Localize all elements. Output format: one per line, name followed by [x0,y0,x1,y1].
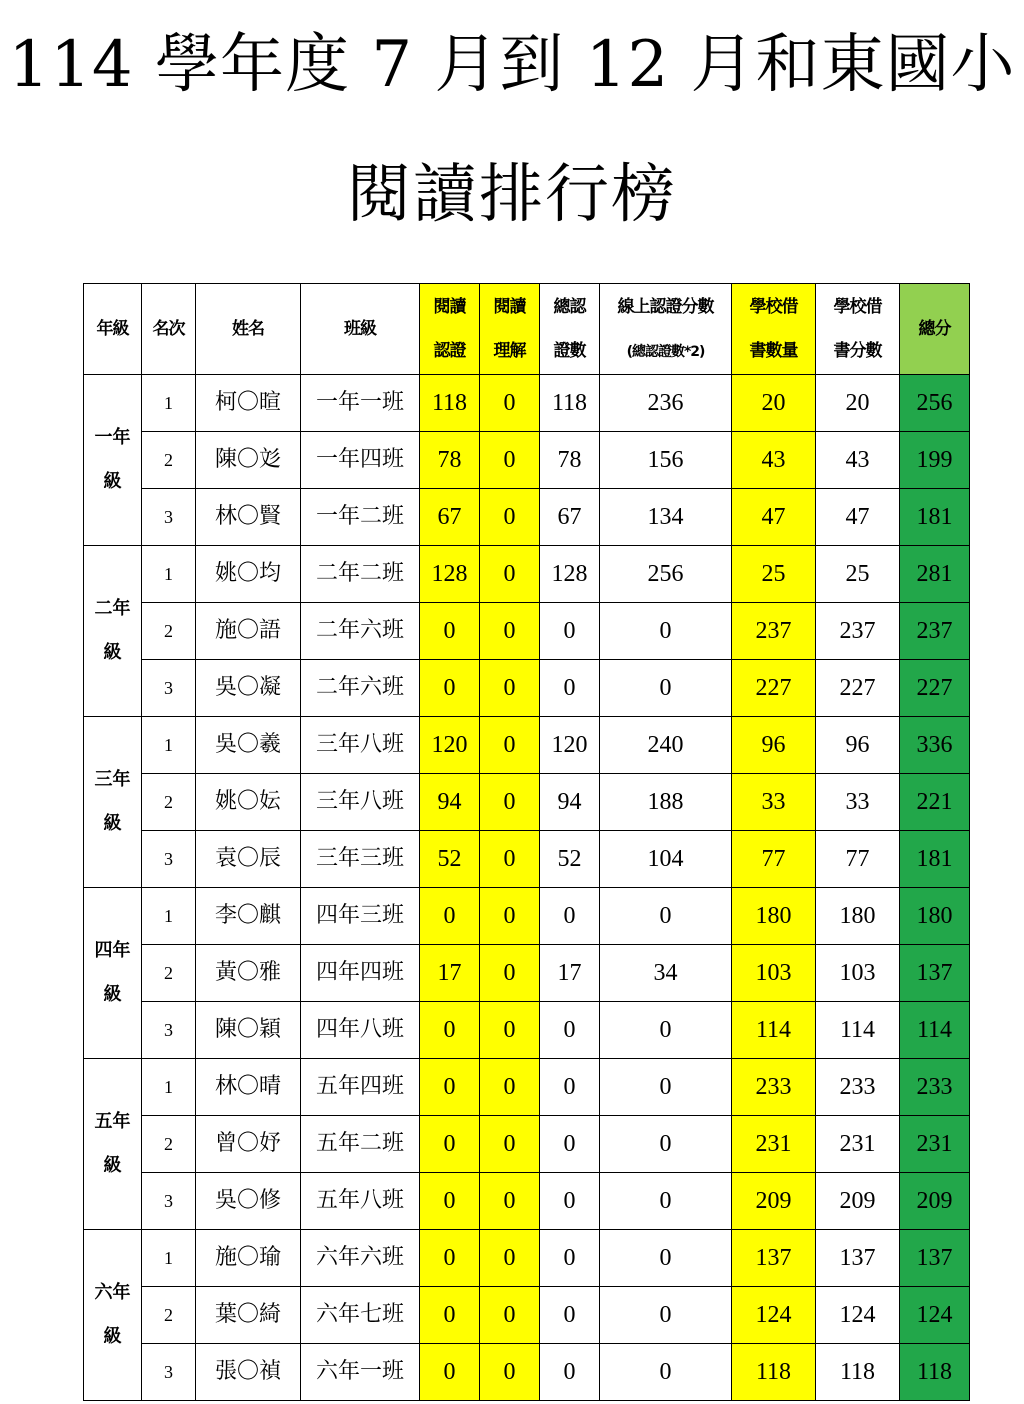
class-cell: 二年二班 [301,546,420,603]
reading-comp-cell: 0 [480,1287,540,1344]
total-cert-cell: 67 [540,489,600,546]
table-row [84,375,970,432]
total-score-cell: 181 [900,831,970,888]
class-cell: 二年六班 [301,660,420,717]
total-score-cell: 231 [900,1116,970,1173]
online-score-cell: 0 [600,660,732,717]
total-cert-cell: 94 [540,774,600,831]
reading-cert-cell: 0 [420,1002,480,1059]
table-row [84,1116,970,1173]
class-cell: 四年八班 [301,1002,420,1059]
rank-cell: 3 [142,660,196,717]
table-row [84,1287,970,1344]
table-row [84,489,970,546]
borrow-count-cell: 77 [732,831,816,888]
header-rank: 名次 [142,284,196,375]
grade-label: 四年 級 [84,888,142,1059]
student-name-cell: 姚〇妘 [196,774,301,831]
table-row [84,1230,970,1287]
rank-cell: 3 [142,1344,196,1401]
reading-comp-cell: 0 [480,1002,540,1059]
online-score-cell: 188 [600,774,732,831]
online-score-cell: 104 [600,831,732,888]
borrow-score-cell: 103 [816,945,900,1002]
total-score-cell: 181 [900,489,970,546]
header-reading-comp: 閱讀 理解 [480,284,540,375]
total-score-cell: 237 [900,603,970,660]
total-cert-cell: 78 [540,432,600,489]
borrow-count-cell: 43 [732,432,816,489]
reading-cert-cell: 118 [420,375,480,432]
borrow-score-cell: 231 [816,1116,900,1173]
class-cell: 一年四班 [301,432,420,489]
header-borrow-count: 學校借 書數量 [732,284,816,375]
header-grade: 年級 [84,284,142,375]
borrow-count-cell: 103 [732,945,816,1002]
rank-cell: 3 [142,489,196,546]
online-score-cell: 34 [600,945,732,1002]
borrow-score-cell: 137 [816,1230,900,1287]
total-cert-cell: 0 [540,1173,600,1230]
borrow-count-cell: 114 [732,1002,816,1059]
reading-comp-cell: 0 [480,888,540,945]
table-row [84,1059,970,1116]
total-score-cell: 336 [900,717,970,774]
reading-comp-cell: 0 [480,546,540,603]
reading-comp-cell: 0 [480,375,540,432]
header-total-cert: 總認 證數 [540,284,600,375]
total-cert-cell: 0 [540,1344,600,1401]
student-name-cell: 黃〇雅 [196,945,301,1002]
student-name-cell: 施〇語 [196,603,301,660]
reading-comp-cell: 0 [480,660,540,717]
reading-cert-cell: 120 [420,717,480,774]
table-row [84,888,970,945]
grade-label: 一年 級 [84,375,142,546]
rank-cell: 1 [142,1059,196,1116]
borrow-score-cell: 20 [816,375,900,432]
borrow-count-cell: 25 [732,546,816,603]
total-score-cell: 180 [900,888,970,945]
student-name-cell: 張〇禎 [196,1344,301,1401]
student-name-cell: 姚〇均 [196,546,301,603]
borrow-count-cell: 209 [732,1173,816,1230]
reading-cert-cell: 128 [420,546,480,603]
rank-cell: 2 [142,774,196,831]
total-score-cell: 124 [900,1287,970,1344]
total-cert-cell: 0 [540,660,600,717]
online-score-cell: 0 [600,1173,732,1230]
rank-cell: 1 [142,1230,196,1287]
table-row [84,1344,970,1401]
student-name-cell: 陳〇穎 [196,1002,301,1059]
student-name-cell: 林〇賢 [196,489,301,546]
borrow-score-cell: 118 [816,1344,900,1401]
borrow-score-cell: 180 [816,888,900,945]
total-score-cell: 221 [900,774,970,831]
student-name-cell: 陳〇彣 [196,432,301,489]
reading-comp-cell: 0 [480,432,540,489]
total-cert-cell: 0 [540,1230,600,1287]
borrow-score-cell: 33 [816,774,900,831]
class-cell: 四年三班 [301,888,420,945]
class-cell: 四年四班 [301,945,420,1002]
online-score-cell: 134 [600,489,732,546]
rank-cell: 1 [142,375,196,432]
rank-cell: 2 [142,1287,196,1344]
student-name-cell: 施〇瑜 [196,1230,301,1287]
page-subtitle: 閱讀排行榜 [347,158,677,232]
student-name-cell: 曾〇妤 [196,1116,301,1173]
rank-cell: 2 [142,603,196,660]
reading-comp-cell: 0 [480,603,540,660]
student-name-cell: 吳〇凝 [196,660,301,717]
table-row [84,603,970,660]
total-cert-cell: 0 [540,1287,600,1344]
student-name-cell: 吳〇修 [196,1173,301,1230]
borrow-count-cell: 231 [732,1116,816,1173]
online-score-cell: 240 [600,717,732,774]
class-cell: 一年一班 [301,375,420,432]
reading-cert-cell: 0 [420,888,480,945]
reading-cert-cell: 0 [420,1059,480,1116]
class-cell: 六年一班 [301,1344,420,1401]
total-cert-cell: 0 [540,603,600,660]
total-score-cell: 118 [900,1344,970,1401]
borrow-score-cell: 124 [816,1287,900,1344]
table-row [84,432,970,489]
student-name-cell: 葉〇綺 [196,1287,301,1344]
reading-ranking-table [83,283,970,1401]
header-borrow-score: 學校借 書分數 [816,284,900,375]
rank-cell: 2 [142,1116,196,1173]
reading-comp-cell: 0 [480,1173,540,1230]
borrow-count-cell: 233 [732,1059,816,1116]
borrow-score-cell: 227 [816,660,900,717]
header-class: 班級 [301,284,420,375]
total-cert-cell: 0 [540,888,600,945]
rank-cell: 1 [142,888,196,945]
rank-cell: 3 [142,1002,196,1059]
borrow-count-cell: 47 [732,489,816,546]
reading-cert-cell: 94 [420,774,480,831]
rank-cell: 3 [142,831,196,888]
reading-comp-cell: 0 [480,717,540,774]
reading-cert-cell: 0 [420,1173,480,1230]
borrow-score-cell: 43 [816,432,900,489]
class-cell: 五年八班 [301,1173,420,1230]
borrow-score-cell: 25 [816,546,900,603]
online-score-cell: 256 [600,546,732,603]
reading-cert-cell: 0 [420,1287,480,1344]
rank-cell: 2 [142,945,196,1002]
table-row [84,831,970,888]
table-row [84,546,970,603]
rank-cell: 1 [142,717,196,774]
header-name: 姓名 [196,284,301,375]
borrow-score-cell: 77 [816,831,900,888]
class-cell: 五年四班 [301,1059,420,1116]
total-cert-cell: 52 [540,831,600,888]
total-score-cell: 114 [900,1002,970,1059]
reading-cert-cell: 17 [420,945,480,1002]
online-score-cell: 0 [600,603,732,660]
borrow-score-cell: 209 [816,1173,900,1230]
reading-cert-cell: 0 [420,1116,480,1173]
table-header-row [84,284,970,375]
total-cert-cell: 0 [540,1002,600,1059]
total-cert-cell: 17 [540,945,600,1002]
table-row [84,717,970,774]
borrow-count-cell: 20 [732,375,816,432]
borrow-score-cell: 237 [816,603,900,660]
online-score-cell: 156 [600,432,732,489]
student-name-cell: 吳〇羲 [196,717,301,774]
total-score-cell: 209 [900,1173,970,1230]
reading-cert-cell: 0 [420,603,480,660]
reading-comp-cell: 0 [480,831,540,888]
borrow-count-cell: 33 [732,774,816,831]
rank-cell: 2 [142,432,196,489]
online-score-cell: 0 [600,888,732,945]
total-score-cell: 256 [900,375,970,432]
total-score-cell: 233 [900,1059,970,1116]
table-row [84,660,970,717]
class-cell: 二年六班 [301,603,420,660]
total-score-cell: 137 [900,945,970,1002]
borrow-count-cell: 237 [732,603,816,660]
reading-comp-cell: 0 [480,1059,540,1116]
class-cell: 一年二班 [301,489,420,546]
page-title: 114 學年度 7 月到 12 月和東國小 [8,28,1016,102]
header-online-score: 線上認證分數 (總認證數*2) [600,284,732,375]
student-name-cell: 柯〇暄 [196,375,301,432]
online-score-cell: 0 [600,1230,732,1287]
total-cert-cell: 120 [540,717,600,774]
online-score-cell: 0 [600,1116,732,1173]
borrow-score-cell: 96 [816,717,900,774]
reading-cert-cell: 52 [420,831,480,888]
borrow-score-cell: 114 [816,1002,900,1059]
table-row [84,1173,970,1230]
grade-label: 六年 級 [84,1230,142,1401]
borrow-count-cell: 180 [732,888,816,945]
table-row [84,1002,970,1059]
reading-cert-cell: 0 [420,1230,480,1287]
grade-label: 二年 級 [84,546,142,717]
grade-label: 三年 級 [84,717,142,888]
reading-cert-cell: 67 [420,489,480,546]
header-reading-cert: 閱讀 認證 [420,284,480,375]
total-cert-cell: 0 [540,1116,600,1173]
borrow-count-cell: 137 [732,1230,816,1287]
student-name-cell: 林〇晴 [196,1059,301,1116]
student-name-cell: 李〇麒 [196,888,301,945]
class-cell: 六年六班 [301,1230,420,1287]
grade-label: 五年 級 [84,1059,142,1230]
borrow-score-cell: 47 [816,489,900,546]
total-score-cell: 281 [900,546,970,603]
borrow-score-cell: 233 [816,1059,900,1116]
class-cell: 三年八班 [301,774,420,831]
online-score-cell: 0 [600,1002,732,1059]
student-name-cell: 袁〇辰 [196,831,301,888]
class-cell: 三年八班 [301,717,420,774]
online-score-cell: 0 [600,1344,732,1401]
borrow-count-cell: 96 [732,717,816,774]
reading-cert-cell: 78 [420,432,480,489]
rank-cell: 1 [142,546,196,603]
online-score-cell: 0 [600,1287,732,1344]
online-score-cell: 236 [600,375,732,432]
borrow-count-cell: 118 [732,1344,816,1401]
header-total: 總分 [900,284,970,375]
total-cert-cell: 128 [540,546,600,603]
reading-comp-cell: 0 [480,945,540,1002]
class-cell: 五年二班 [301,1116,420,1173]
borrow-count-cell: 124 [732,1287,816,1344]
reading-cert-cell: 0 [420,660,480,717]
total-score-cell: 199 [900,432,970,489]
total-score-cell: 227 [900,660,970,717]
reading-comp-cell: 0 [480,774,540,831]
reading-comp-cell: 0 [480,1344,540,1401]
total-cert-cell: 0 [540,1059,600,1116]
borrow-count-cell: 227 [732,660,816,717]
total-cert-cell: 118 [540,375,600,432]
online-score-cell: 0 [600,1059,732,1116]
class-cell: 六年七班 [301,1287,420,1344]
table-row [84,945,970,1002]
total-score-cell: 137 [900,1230,970,1287]
reading-comp-cell: 0 [480,1116,540,1173]
reading-comp-cell: 0 [480,1230,540,1287]
class-cell: 三年三班 [301,831,420,888]
reading-comp-cell: 0 [480,489,540,546]
rank-cell: 3 [142,1173,196,1230]
table-row [84,774,970,831]
reading-cert-cell: 0 [420,1344,480,1401]
